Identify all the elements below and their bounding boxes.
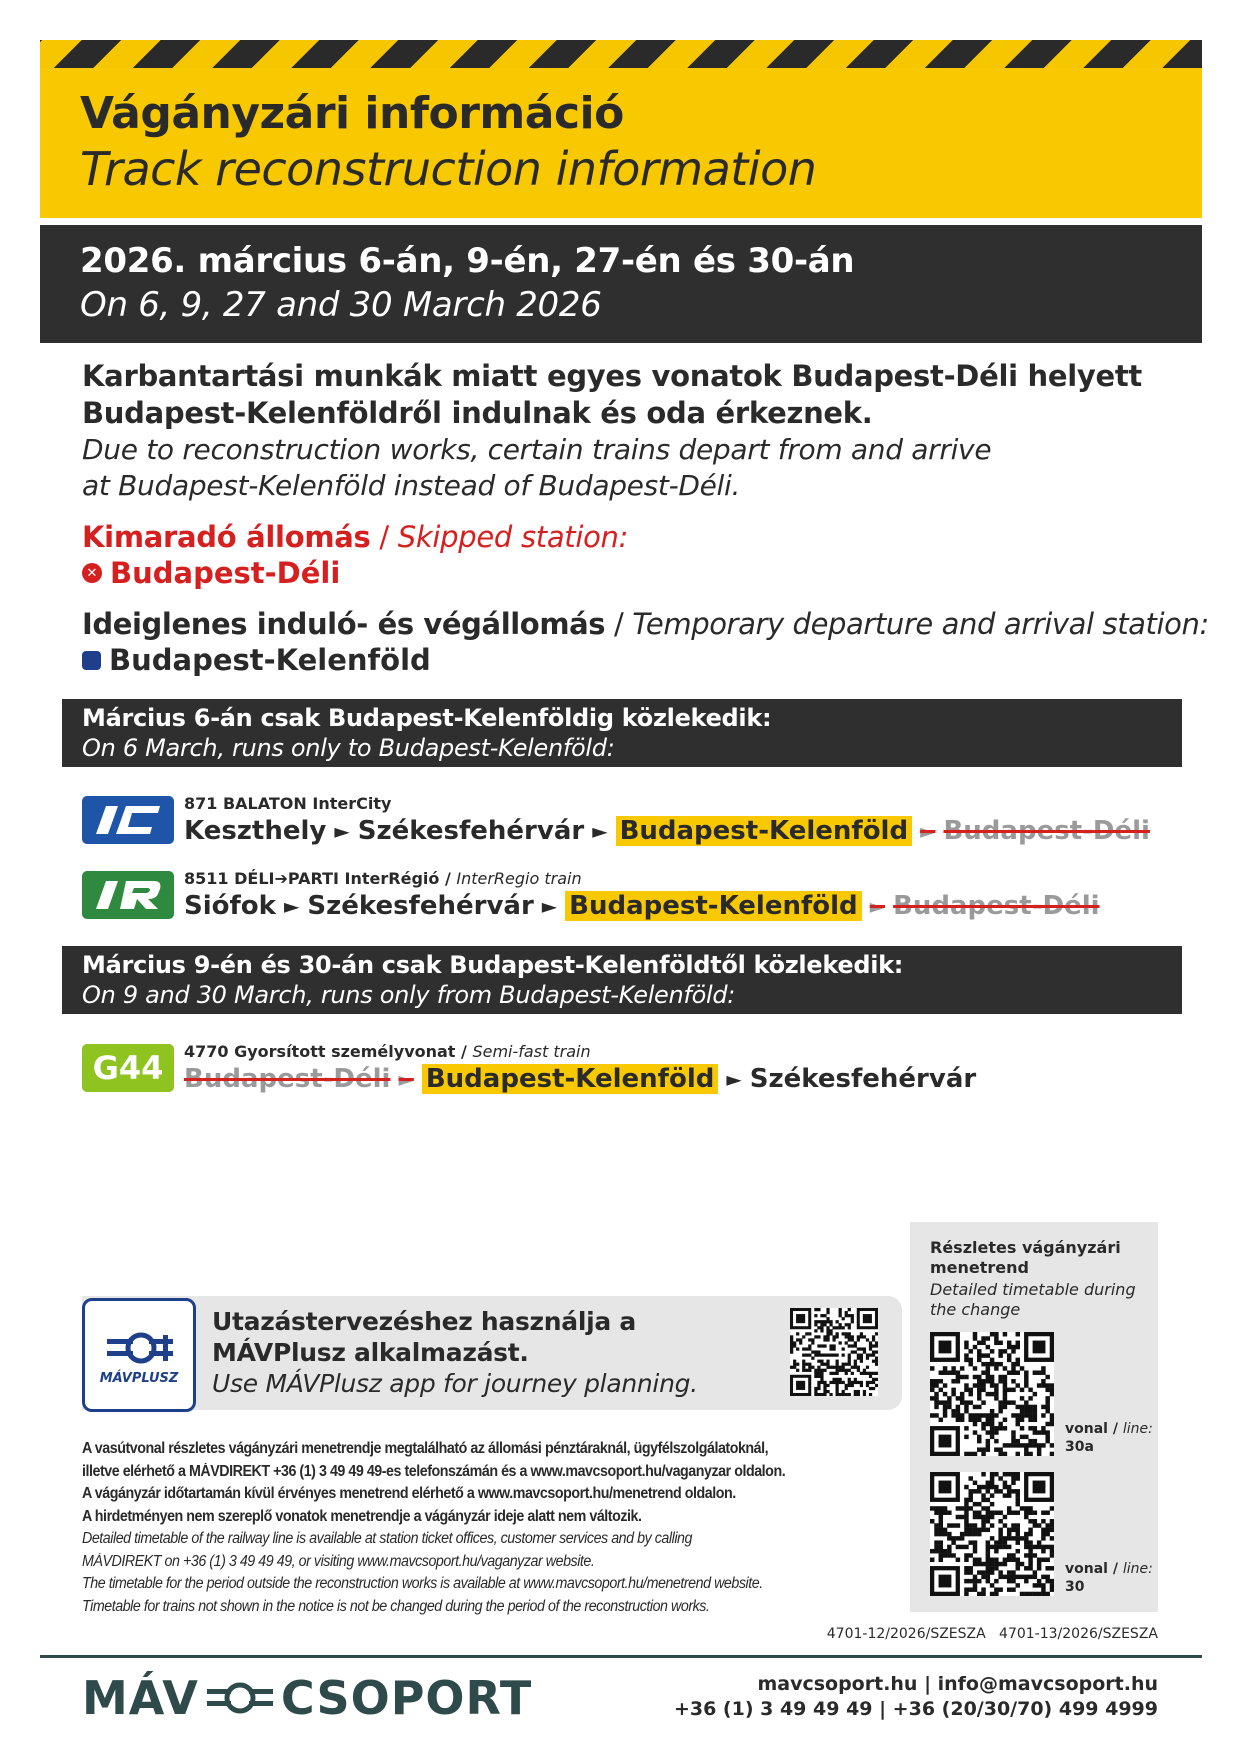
train-name: 8511 DÉLI➔PARTI InterRégió / InterRegio train	[184, 869, 582, 888]
line-word-hu: vonal	[1065, 1561, 1108, 1577]
intro-text	[82, 358, 1162, 504]
blue-square-icon	[82, 651, 101, 670]
route-stop: Siófok	[184, 891, 276, 921]
section2-hu: Március 9-én és 30-án csak Budapest-Kelenföldtől közlekedik:	[82, 951, 904, 979]
section1-hu: Március 6-án csak Budapest-Kelenföldig közlekedik:	[82, 704, 772, 732]
route-new-terminus: Budapest-Kelenföld	[565, 891, 862, 921]
mavplusz-logo-word: MÁVPLUSZ	[99, 1371, 179, 1386]
dates-english: On 6, 9, 27 and 30 March 2026	[80, 285, 602, 325]
skipped-station	[82, 556, 340, 590]
fine-print	[82, 1438, 902, 1618]
fine-en-4: Timetable for trains not shown in the notice is not be changed during the period of the reconstruction works.	[82, 1597, 710, 1615]
fine-en-3: The timetable for the period outside the reconstruction works is available at www.mavcsoport.hu/menetrend website.	[82, 1575, 763, 1592]
arrow-right-icon: ►	[334, 819, 350, 843]
line-number: 30	[1065, 1579, 1085, 1595]
fine-en-2: MÁVDIREKT on +36 (1) 3 49 49 49, or visiting www.mavcsoport.hu/vaganyzar website.	[82, 1552, 595, 1570]
line-number: 30a	[1065, 1439, 1094, 1455]
arrow-right-icon: ►	[283, 894, 300, 918]
app-promo-text	[212, 1306, 698, 1400]
skipped-label-en: Skipped station:	[397, 520, 629, 554]
line-word-en: line:	[1122, 1561, 1153, 1577]
intro-en-line1: Due to reconstruction works, certain trains depart from and arrive	[82, 433, 992, 466]
train-name-en: InterRegio train	[456, 869, 582, 888]
arrow-right-icon: ►	[592, 819, 608, 843]
app-hu-line1: Utazástervezéshez használja a	[212, 1307, 636, 1336]
temporary-label-separator: /	[605, 607, 633, 641]
reference-codes: 4701-12/2026/SZESZA 4701-13/2026/SZESZA	[826, 1626, 1158, 1642]
mavplusz-mark-icon	[107, 1331, 173, 1365]
x-circle-icon: ✕	[82, 563, 102, 583]
dates-hungarian: 2026. március 6-án, 9-én, 27-én és 30-án	[80, 241, 855, 281]
timetable-panel-title: Részletes vágányzári menetrend	[930, 1238, 1121, 1277]
route-stop: Székesfehérvár	[749, 1064, 977, 1094]
app-en-line: Use MÁVPlusz app for journey planning.	[212, 1369, 698, 1398]
temporary-station-name: Budapest-Kelenföld	[109, 643, 431, 677]
temporary-station-label	[82, 607, 1209, 641]
intro-hu-line2: Budapest-Kelenföldről indulnak és oda érkeznek.	[82, 396, 873, 430]
mavplusz-logo[interactable]	[82, 1298, 196, 1412]
contact-web-email[interactable]: mavcsoport.hu | info@mavcsoport.hu	[757, 1673, 1158, 1695]
line-30-label: vonal / line: 30	[1065, 1561, 1153, 1595]
arrow-right-icon: ►	[541, 894, 558, 918]
route-new-terminus: Budapest-Kelenföld	[616, 816, 913, 846]
fine-hu-1: A vasútvonal részletes vágányzári menetrendje megtalálható az állomási pénztáraknál, ügyfélszolgálatoknál,	[82, 1440, 769, 1457]
app-qr-code[interactable]	[790, 1308, 878, 1396]
arrow-right-icon: ►	[726, 1067, 742, 1091]
mav-logo-mark-icon	[207, 1681, 273, 1715]
section2-en: On 9 and 30 March, runs only from Budapest-Kelenföld:	[82, 981, 736, 1009]
ic-logo-icon	[92, 802, 164, 838]
temporary-label-hu: Ideiglenes induló- és végállomás	[82, 607, 606, 641]
date-banner	[40, 225, 1202, 343]
fine-hu-3: A vágányzár időtartamán kívül érvényes menetrend elérhető a www.mavcsoport.hu/menetrend oldalon.	[82, 1485, 736, 1502]
contact-info	[674, 1672, 1158, 1722]
timetable-panel-subtitle: Detailed timetable during the change	[930, 1280, 1136, 1319]
fine-en-1: Detailed timetable of the railway line is available at station ticket offices, customer services and by calling	[82, 1530, 692, 1547]
contact-phones[interactable]: +36 (1) 3 49 49 49 | +36 (20/30/70) 499 4999	[673, 1698, 1158, 1720]
page-title-english: Track reconstruction information	[80, 142, 817, 196]
g44-badge: G44	[82, 1044, 174, 1092]
section-march-9-30	[62, 946, 1182, 1014]
app-hu-line2: MÁVPlusz alkalmazást.	[212, 1338, 529, 1367]
train-name: 4770 Gyorsított személyvonat / Semi-fast train	[184, 1042, 591, 1061]
logo-word-left: MÁV	[82, 1671, 199, 1725]
skipped-label-separator: /	[370, 520, 398, 554]
intercity-badge-icon	[82, 796, 174, 844]
intro-en-line2: at Budapest-Kelenföld instead of Budapest-Déli.	[82, 469, 741, 502]
line-30-qr-code[interactable]	[930, 1472, 1054, 1596]
route-stop: Székesfehérvár	[357, 816, 585, 846]
mav-csoport-logo[interactable]	[82, 1672, 532, 1724]
route-cancelled-station: Budapest-Déli	[184, 1064, 391, 1094]
train-route	[184, 1064, 976, 1094]
line-word-en: line:	[1122, 1421, 1153, 1437]
hazard-stripe	[40, 40, 1202, 68]
train-route	[184, 816, 1150, 846]
arrow-right-icon: ►	[398, 1067, 414, 1091]
logo-word-right: CSOPORT	[280, 1671, 533, 1725]
line-word-hu: vonal	[1065, 1421, 1108, 1437]
train-name-en: Semi-fast train	[472, 1042, 591, 1061]
section1-en: On 6 March, runs only to Budapest-Kelenföld:	[82, 734, 615, 762]
temporary-label-en: Temporary departure and arrival station:	[632, 607, 1209, 641]
train-route	[184, 891, 1100, 921]
route-cancelled-station: Budapest-Déli	[943, 816, 1150, 846]
route-cancelled-station: Budapest-Déli	[893, 891, 1100, 921]
ir-logo-icon	[92, 877, 164, 913]
train-name: 871 BALATON InterCity	[184, 794, 392, 813]
arrow-right-icon: ►	[869, 894, 886, 918]
route-new-origin: Budapest-Kelenföld	[422, 1064, 719, 1094]
skipped-station-name: Budapest-Déli	[110, 556, 341, 590]
train-name-hu: 4770 Gyorsított személyvonat	[184, 1042, 456, 1061]
section-march-6	[62, 699, 1182, 767]
timetable-panel	[910, 1222, 1158, 1612]
intro-hu-line1: Karbantartási munkák miatt egyes vonatok Budapest-Déli helyett	[82, 359, 1142, 393]
skipped-label-hu: Kimaradó állomás	[82, 520, 371, 554]
train-name-hu: 8511 DÉLI➔PARTI InterRégió	[184, 869, 440, 888]
fine-hu-2: illetve elérhető a MÁVDIREKT +36 (1) 3 49 49 49-es telefonszámán és a www.mavcsoport.hu/vaganyzar oldalon.	[82, 1462, 786, 1480]
temporary-station	[82, 643, 431, 677]
line-30a-label: vonal / line: 30a	[1065, 1421, 1153, 1455]
route-stop: Székesfehérvár	[307, 891, 534, 921]
fine-hu-4: A hirdetményen nem szereplő vonatok menetrendje a vágányzár ideje alatt nem változik.	[82, 1507, 642, 1525]
skipped-station-label	[82, 520, 628, 554]
page-title: Vágányzári információ	[80, 88, 624, 139]
footer-divider	[40, 1655, 1202, 1658]
interregio-badge-icon	[82, 871, 174, 919]
line-30a-qr-code[interactable]	[930, 1332, 1054, 1456]
route-stop: Keszthely	[184, 816, 327, 846]
arrow-right-icon: ►	[920, 819, 936, 843]
